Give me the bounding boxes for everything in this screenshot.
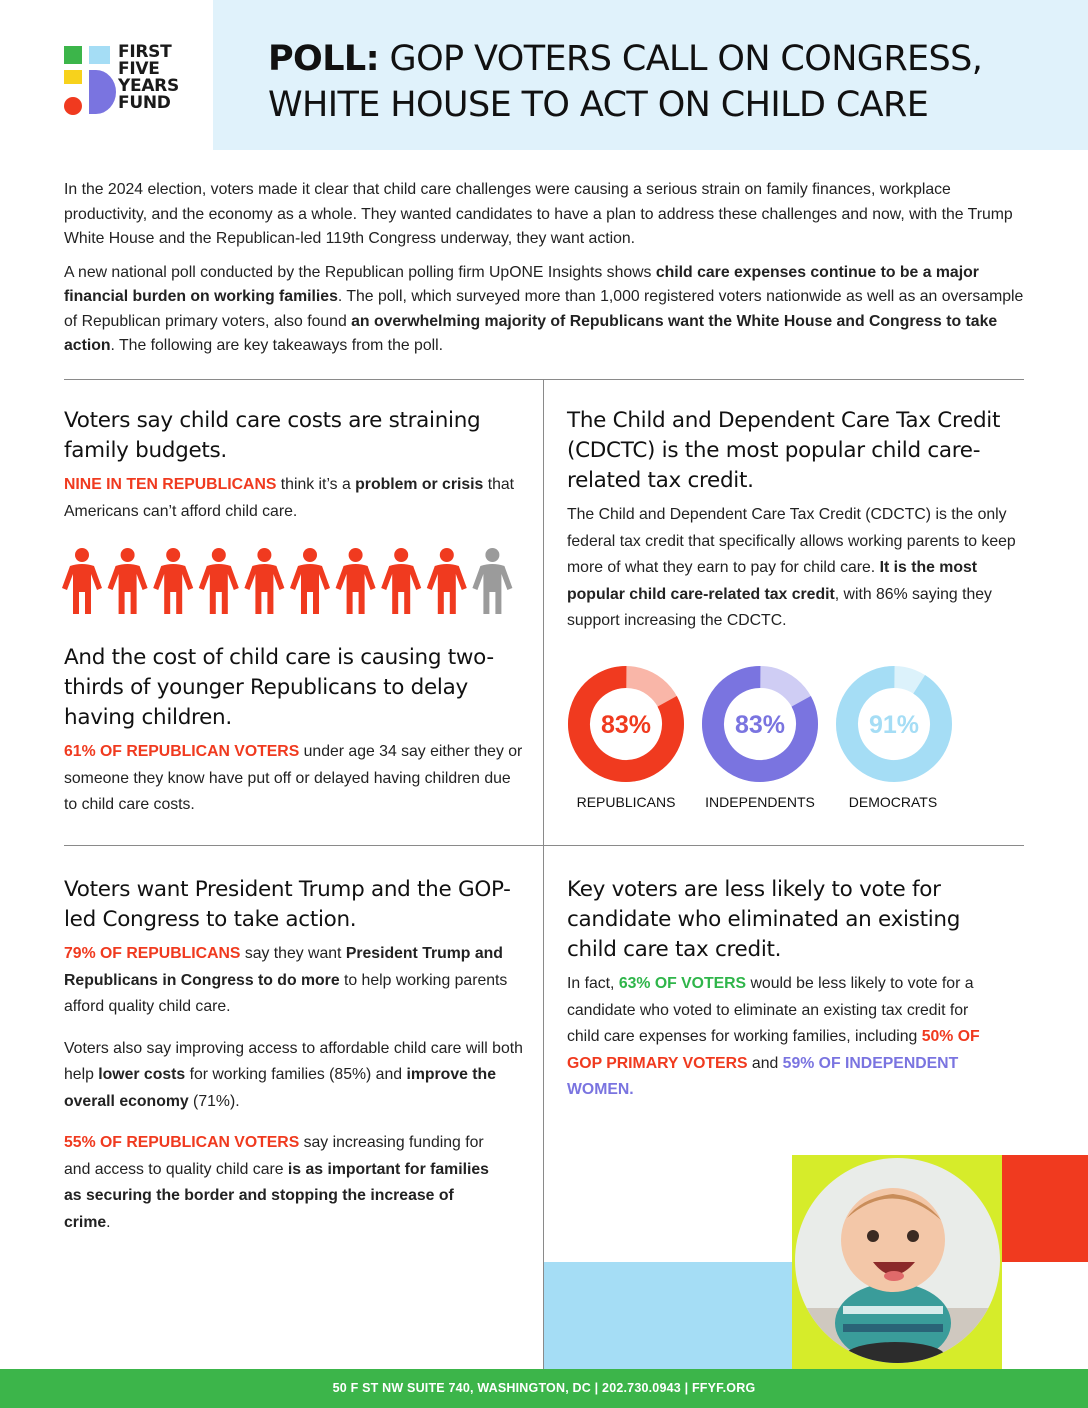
section-cdctc: [567, 406, 1027, 635]
divider-middle: [64, 845, 1024, 846]
budgets-text: NINE IN TEN REPUBLICANS think it’s a problem or crisis that Americans can’t afford child care.: [64, 476, 515, 520]
person-icon-highlighted: [199, 548, 239, 614]
support-donut-chart: [562, 660, 962, 790]
logo-purple-shape: [89, 70, 116, 114]
logo-blue-square: [89, 46, 110, 64]
baby-photo: [795, 1158, 1000, 1363]
eliminate-text: In fact, 63% OF VOTERS would be less likely to vote for a candidate who voted to eliminate an existing tax credit for child care expenses for working families, including 50% OF GOP PRIMARY VOTERS and 59% OF INDEPENDENT WOMEN.: [567, 975, 980, 1098]
person-icon: [472, 548, 512, 614]
decor-red-block: [1002, 1155, 1088, 1262]
donut-value-democrats: 91%: [868, 711, 920, 739]
logo-yellow-square: [64, 70, 82, 84]
person-icon-highlighted: [290, 548, 330, 614]
action-text-1: 79% OF REPUBLICANS say they want President Trump and Republicans in Congress to do more to help working parents afford quality child care.: [64, 945, 508, 1015]
section-eliminate: [567, 875, 1007, 1104]
person-icon-highlighted: [62, 548, 102, 614]
person-icon-highlighted: [153, 548, 193, 614]
people-icon-row: [62, 546, 522, 618]
decor-blue-block: [544, 1262, 794, 1369]
cdctc-text: The Child and Dependent Care Tax Credit (CDCTC) is the only federal tax credit that specifically allows working parents to keep more of what they earn to pay for child care. It is the most popular child care-related tax credit, with 86% saying they support increasing the CDCTC.: [567, 506, 1016, 629]
logo-red-dot: [64, 97, 82, 115]
person-icon-highlighted: [244, 548, 284, 614]
person-icon-highlighted: [336, 548, 376, 614]
footer-contact: 50 F ST NW SUITE 740, WASHINGTON, DC | 202.730.0943 | FFYF.ORG: [0, 1369, 1088, 1408]
person-icon-highlighted: [427, 548, 467, 614]
person-icon-highlighted: [381, 548, 421, 614]
action-heading: Voters want President Trump and the GOP-led Congress to take action.: [64, 877, 511, 932]
cdctc-heading: The Child and Dependent Care Tax Credit (CDCTC) is the most popular child care-related tax credit.: [567, 408, 1001, 493]
action-text-3: 55% OF REPUBLICAN VOTERS say increasing funding for and access to quality child care is as important for families as securing the border and stopping the increase of crime.: [64, 1134, 489, 1231]
divider-top: [64, 379, 1024, 380]
donut-value-republicans: 83%: [600, 711, 652, 739]
donut-label-republicans: REPUBLICANS: [576, 794, 676, 810]
delay-heading: And the cost of child care is causing two-thirds of younger Republicans to delay having children.: [64, 645, 494, 730]
page-title: POLL: GOP VOTERS CALL ON CONGRESS, WHITE HOUSE TO ACT ON CHILD CARE: [268, 39, 983, 125]
logo-text: FIRST FIVE YEARS FUND: [118, 42, 179, 113]
intro-paragraph-1: In the 2024 election, voters made it clear that child care challenges were causing a serious strain on family finances, workplace productivity, and the economy as a whole. They wanted candidates to have a plan to address these challenges and now, with the Trump White House and the Republican-led 119th Congress underway, they want action.: [64, 181, 1013, 247]
section-action: [64, 875, 524, 1236]
logo-green-square: [64, 46, 82, 64]
intro: [64, 178, 1029, 368]
budgets-heading: Voters say child care costs are straining family budgets.: [64, 408, 481, 463]
action-text-2: Voters also say improving access to affordable child care will both help lower costs for working families (85%) and improve the overall economy (71%).: [64, 1039, 523, 1110]
divider-vertical: [543, 380, 544, 1369]
donut-value-independents: 83%: [734, 711, 786, 739]
donut-label-independents: INDEPENDENTS: [705, 794, 815, 810]
intro-paragraph-2: A new national poll conducted by the Republican polling firm UpONE Insights shows child care expenses continue to be a major financial burden on working families. The poll, which surveyed more than 1,000 registered voters nationwide as well as an oversample of Republican primary voters, also found an overwhelming majority of Republicans want the White House and Congress to take action. The following are key takeaways from the poll.: [64, 263, 1024, 354]
eliminate-heading: Key voters are less likely to vote for candidate who eliminated an existing child care tax credit.: [567, 877, 961, 962]
section-delay: [64, 643, 524, 819]
delay-text: 61% OF REPUBLICAN VOTERS under age 34 say either they or someone they know have put off or delayed having children due to child care costs.: [64, 743, 523, 813]
section-budgets: [64, 406, 524, 525]
person-icon-highlighted: [108, 548, 148, 614]
donut-label-democrats: DEMOCRATS: [848, 794, 938, 810]
